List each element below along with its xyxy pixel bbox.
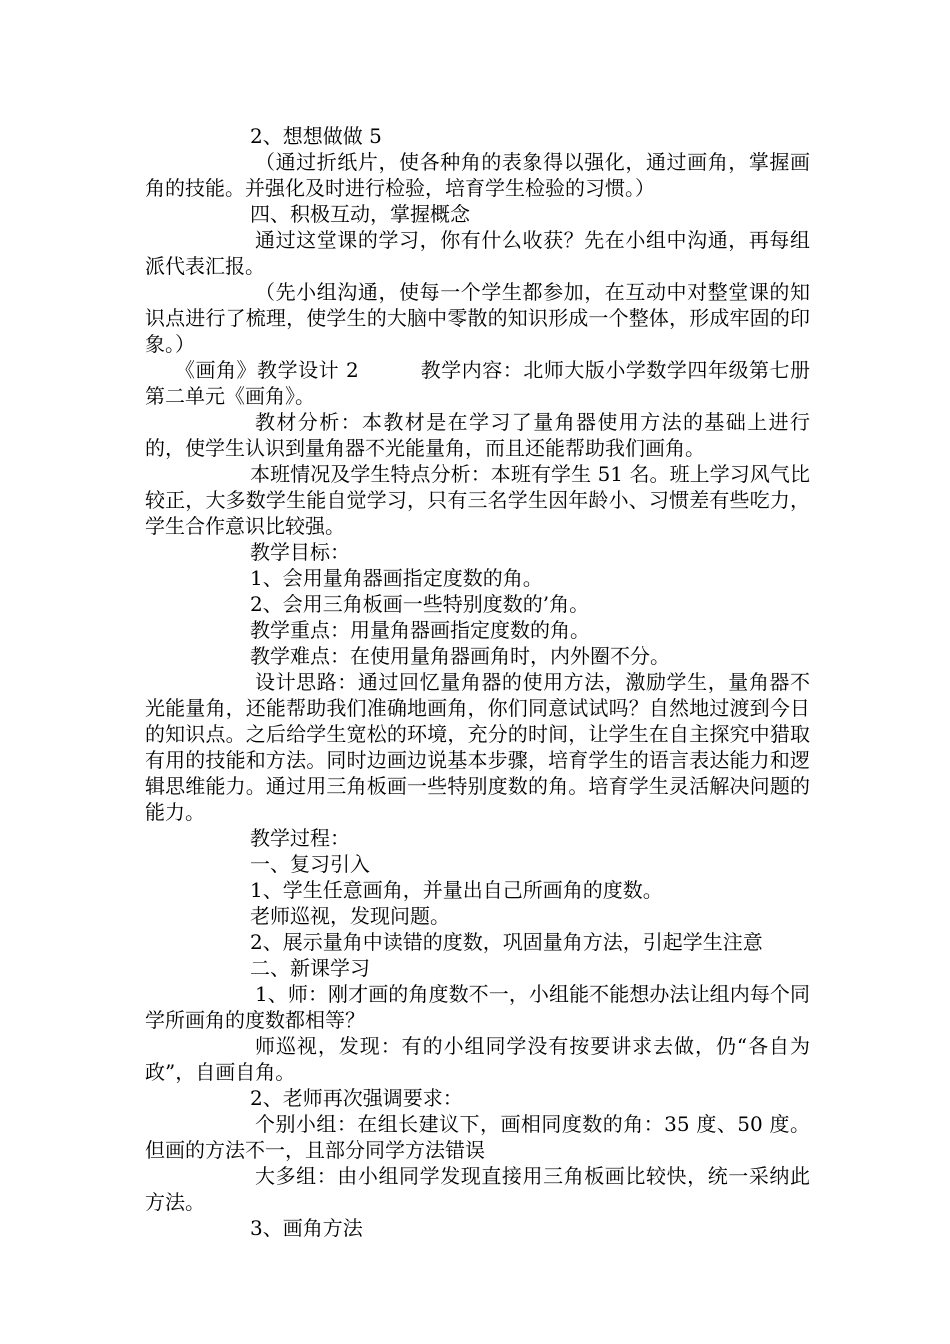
list-item: 2、老师再次强调要求： bbox=[250, 1086, 463, 1110]
paragraph: 《画角》教学设计 2 教学内容：北师大版小学数学四年级第七册第二单元《画角》。 bbox=[145, 358, 810, 408]
list-item: 3、画角方法 bbox=[250, 1216, 363, 1240]
paragraph: 通过这堂课的学习，你有什么收获？先在小组中沟通，再每组派代表汇报。 bbox=[145, 228, 810, 278]
section-heading: 教学目标： bbox=[250, 540, 350, 564]
paragraph: 本班情况及学生特点分析：本班有学生 51 名。班上学习风气比较正，大多数学生能自觉学习，只有三名学生因年龄小、习惯差有些吃力，学生合作意识比较强。 bbox=[145, 462, 810, 538]
paragraph: 2、想想做做 5 bbox=[250, 124, 382, 148]
list-item: 1、会用量角器画指定度数的角。 bbox=[250, 566, 543, 590]
paragraph: 设计思路：通过回忆量角器的使用方法，激励学生，量角器不光能量角，还能帮助我们准确地画角，你们同意试试吗？自然地过渡到今日的知识点。之后给学生宽松的环境，充分的时间，让学生在自主探究中猎取有用的技能和方法。同时边画边说基本步骤，培育学生的语言表达能力和逻辑思维能力。通过用三角板画一些特别度数的角。培育学生灵活解决问题的能力。 bbox=[145, 670, 810, 824]
list-item: 1、师：刚才画的角度数不一，小组能不能想办法让组内每个同学所画角的度数都相等？ bbox=[145, 982, 810, 1032]
section-heading: 教学过程： bbox=[250, 826, 350, 850]
paragraph: （通过折纸片，使各种角的表象得以强化，通过画角，掌握画角的技能。并强化及时进行检验，培育学生检验的习惯。） bbox=[145, 150, 810, 200]
paragraph: （先小组沟通，使每一个学生都参加，在互动中对整堂课的知识点进行了梳理，使学生的大脑中零散的知识形成一个整体，形成牢固的印象。） bbox=[145, 280, 810, 356]
section-heading: 二、新课学习 bbox=[250, 956, 370, 980]
list-item: 1、学生任意画角，并量出自己所画角的度数。 bbox=[250, 878, 663, 902]
paragraph: 师巡视，发现：有的小组同学没有按要讲求去做，仍“各自为政”，自画自角。 bbox=[145, 1034, 810, 1084]
section-heading: 四、积极互动，掌握概念 bbox=[250, 202, 470, 226]
section-heading: 一、复习引入 bbox=[250, 852, 370, 876]
paragraph: 教材分析：本教材是在学习了量角器使用方法的基础上进行的，使学生认识到量角器不光能量角，而且还能帮助我们画角。 bbox=[145, 410, 810, 460]
document-page bbox=[145, 123, 810, 1241]
list-item: 2、展示量角中读错的度数，巩固量角方法，引起学生注意 bbox=[250, 930, 763, 954]
paragraph: 教学重点：用量角器画指定度数的角。 bbox=[250, 618, 590, 642]
paragraph: 大多组：由小组同学发现直接用三角板画比较快，统一采纳此方法。 bbox=[145, 1164, 810, 1214]
paragraph: 个别小组：在组长建议下，画相同度数的角：35 度、50 度。但画的方法不一，且部分同学方法错误 bbox=[145, 1112, 810, 1162]
paragraph: 教学难点：在使用量角器画角时，内外圈不分。 bbox=[250, 644, 670, 668]
list-item: 2、会用三角板画一些特别度数的’角。 bbox=[250, 592, 590, 616]
paragraph: 老师巡视，发现问题。 bbox=[250, 904, 450, 928]
